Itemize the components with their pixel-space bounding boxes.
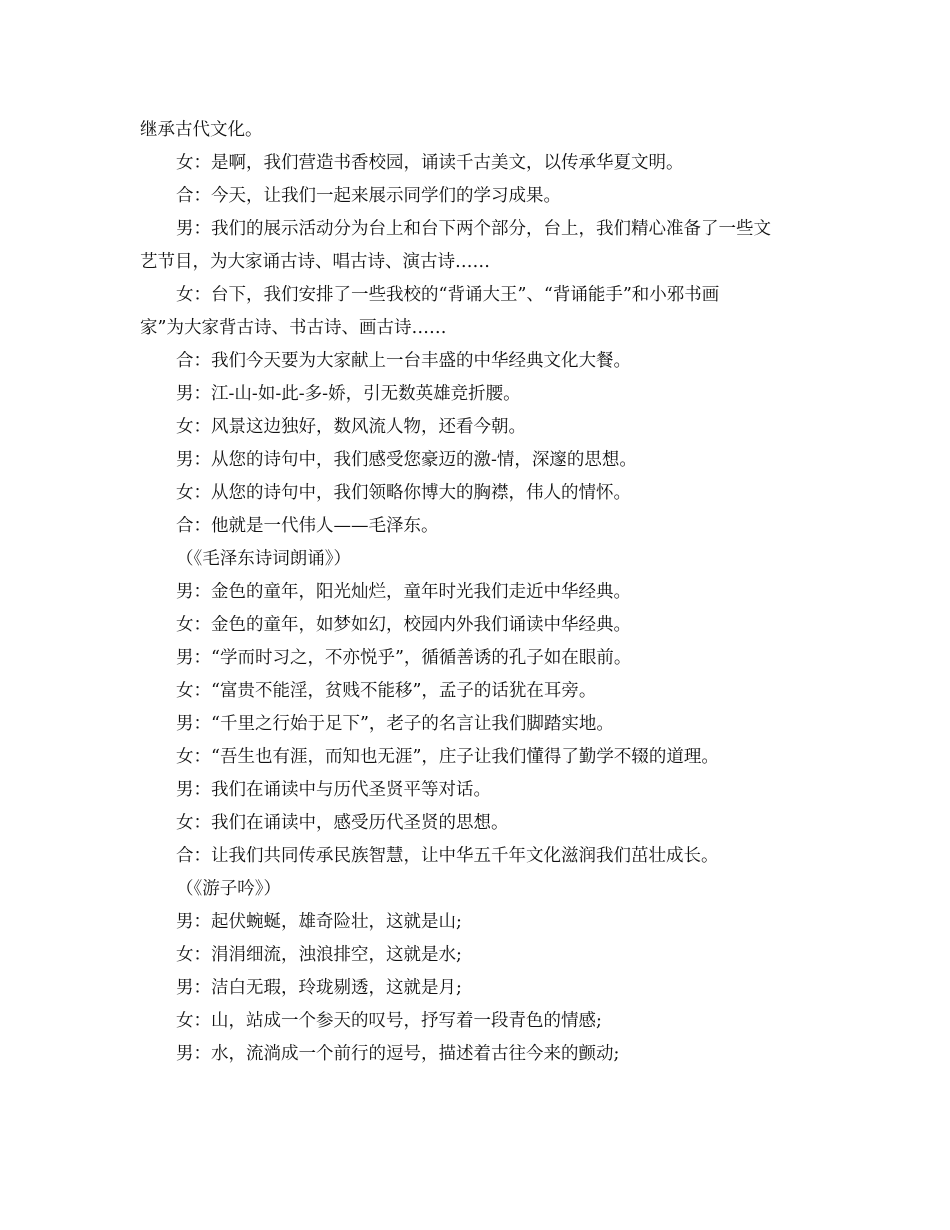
text-line: 男：我们的展示活动分为台上和台下两个部分，台上，我们精心准备了一些文 bbox=[176, 219, 771, 239]
text-line: 女：是啊，我们营造书香校园，诵读千古美文，以传承华夏文明。 bbox=[176, 153, 684, 173]
text-line: 女：从您的诗句中，我们领略你博大的胸襟，伟人的情怀。 bbox=[176, 483, 631, 503]
text-line: 合：我们今天要为大家献上一台丰盛的中华经典文化大餐。 bbox=[176, 351, 631, 371]
text-line: 女：“富贵不能淫，贫贱不能移”，孟子的话犹在耳旁。 bbox=[176, 681, 597, 701]
text-line: 女：“吾生也有涯，而知也无涯”，庄子让我们懂得了勤学不辍的道理。 bbox=[176, 747, 719, 767]
text-line: 男：从您的诗句中，我们感受您豪迈的激-情，深邃的思想。 bbox=[176, 450, 637, 470]
text-line: 家”为大家背古诗、书古诗、画古诗…… bbox=[140, 318, 447, 338]
text-line: 男：我们在诵读中与历代圣贤平等对话。 bbox=[176, 780, 491, 800]
text-line: 男：江-山-如-此-多-娇，引无数英雄竞折腰。 bbox=[176, 384, 521, 404]
text-line: 男：“学而时习之，不亦悦乎”，循循善诱的孔子如在眼前。 bbox=[176, 648, 632, 668]
text-line: 合：他就是一代伟人——毛泽东。 bbox=[176, 516, 439, 536]
text-line: 合：今天，让我们一起来展示同学们的学习成果。 bbox=[176, 186, 561, 206]
text-line: 男：起伏蜿蜒，雄奇险壮，这就是山; bbox=[176, 912, 462, 932]
text-line: 女：台下，我们安排了一些我校的“背诵大王”、“背诵能手”和小邪书画 bbox=[176, 285, 720, 305]
section-title: （《游子吟》） bbox=[176, 879, 281, 899]
section-title: （《毛泽东诗词朗诵》） bbox=[176, 549, 351, 569]
text-line: 男：洁白无瑕，玲珑剔透，这就是月; bbox=[176, 978, 462, 998]
text-line: 男：金色的童年，阳光灿烂，童年时光我们走近中华经典。 bbox=[176, 582, 631, 602]
text-line: 合：让我们共同传承民族智慧，让中华五千年文化滋润我们茁壮成长。 bbox=[176, 846, 719, 866]
text-line: 艺节目，为大家诵古诗、唱古诗、演古诗…… bbox=[140, 252, 490, 272]
text-line: 女：涓涓细流，浊浪排空，这就是水; bbox=[176, 945, 462, 965]
text-line: 男：水，流淌成一个前行的逗号，描述着古往今来的颤动; bbox=[176, 1044, 620, 1064]
text-line: 女：金色的童年，如梦如幻，校园内外我们诵读中华经典。 bbox=[176, 615, 631, 635]
text-line: 女：我们在诵读中，感受历代圣贤的思想。 bbox=[176, 813, 509, 833]
document-body bbox=[140, 114, 815, 1071]
text-line: 女：山，站成一个参天的叹号，抒写着一段青色的情感; bbox=[176, 1011, 602, 1031]
text-line: 男：“千里之行始于足下”，老子的名言让我们脚踏实地。 bbox=[176, 714, 614, 734]
text-line: 女：风景这边独好，数风流人物，还看今朝。 bbox=[176, 417, 526, 437]
text-line: 继承古代文化。 bbox=[140, 120, 263, 140]
